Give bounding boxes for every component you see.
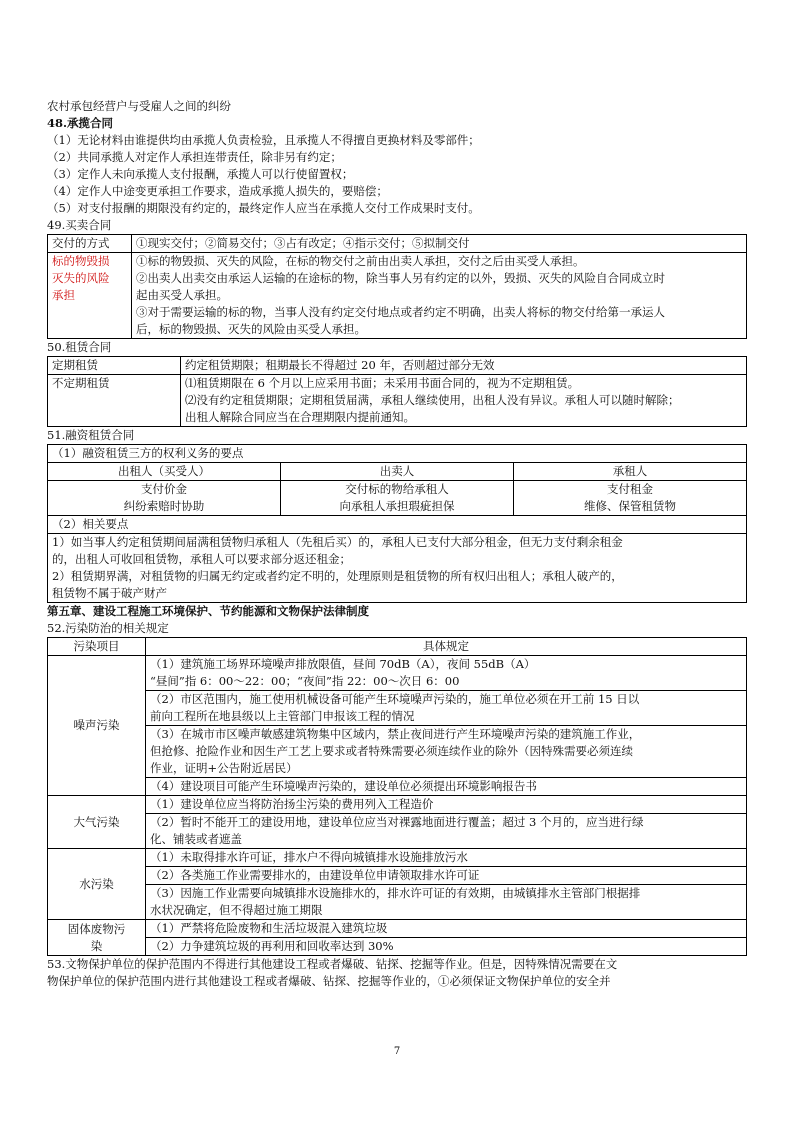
page-number: 7 [393, 1046, 401, 1057]
lease-contract-table [47, 356, 747, 427]
col-head-seller: 出卖人 [281, 463, 514, 481]
water-rule: （3）因施工作业需要向城镇排水设施排水的，排水许可证的有效期，由城镇排水主管部门根据排 水状况确定，但不得超过施工期限 [146, 885, 747, 920]
section-48-title: 48.承揽合同 [47, 116, 114, 130]
finance-lease-table [47, 444, 747, 603]
water-rule: （1）未取得排水许可证，排水户不得向城镇排水设施排放污水 [146, 849, 747, 867]
finance-lease-head2: （2）相关要点 [48, 516, 747, 534]
finance-lease-points: 1）如当事人约定租赁期间届满租赁物归承租人（先租后买）的，承租人已支付大部分租金，但无力支付剩余租金 的，出租人可收回租赁物，承租人可以要求部分返还租金； 2）租赁期界满，对租赁物的归属无约定或者约定不明的，处理原则是租赁物的所有权归出租人；承租人破产的， 租赁物不属于破产财产 [48, 534, 747, 603]
water-rule: （2）各类施工作业需要排水的，由建设单位申请领取排水许可证 [146, 867, 747, 885]
lessor-duties: 支付价金 纠纷索赔时协助 [48, 481, 281, 516]
fixed-lease-label: 定期租赁 [48, 357, 181, 375]
finance-lease-head1: （1）融资租赁三方的权利义务的要点 [48, 445, 747, 463]
solid-waste-rule: （1）严禁将危险废物和生活垃圾混入建筑垃圾 [146, 920, 747, 938]
noise-rule: （4）建设项目可能产生环境噪声污染的，建设单位必须提出环境影响报告书 [146, 778, 747, 796]
pollution-table [47, 637, 747, 956]
lessee-duties: 支付租金 维修、保管租赁物 [514, 481, 747, 516]
risk-rules: ①标的物毁损、灭失的风险，在标的物交付之前由出卖人承担，交付之后由买受人承担。 ②出卖人出卖交由承运人运输的在途标的物，除当事人另有约定的以外，毁损、灭失的风险自合同成立时 起由买受人承担。 ③对于需要运输的标的物，当事人没有约定交付地点或者约定不明确，出卖人将标的物交付给第一承运人 后，标的物毁损、灭失的风险由买受人承担。 [132, 253, 747, 339]
air-rule: （2）暂时不能开工的建设用地，建设单位应当对裸露地面进行覆盖；超过 3 个月的，应当进行绿 化、铺装或者遮盖 [146, 814, 747, 849]
s48-item: （1）无论材料由谁提供均由承揽人负责检验，且承揽人不得擅自更换材料及零部件； [47, 133, 480, 147]
s48-item: （2）共同承揽人对定作人承担连带责任，除非另有约定； [47, 150, 342, 164]
noise-rule: （1）建筑施工场界环境噪声排放限值，昼间 70dB（A），夜间 55dB（A） “昼间”指 6：00～22：00；“夜间”指 22：00～次日 6：00 [146, 656, 747, 691]
section-49-title: 49.买卖合同 [47, 218, 112, 232]
risk-label: 标的物毁损 灭失的风险 承担 [48, 253, 132, 339]
noise-label: 噪声污染 [48, 656, 146, 796]
chapter-5-title: 第五章、建设工程施工环境保护、节约能源和文物保护法律制度 [47, 604, 369, 618]
air-rule: （1）建设单位应当将防治扬尘污染的费用列入工程造价 [146, 796, 747, 814]
section-53-line: 53.文物保护单位的保护范围内不得进行其他建设工程或者爆破、钻探、挖掘等作业。但是，因特殊情况需要在文 [47, 957, 618, 971]
fixed-lease-value: 约定租赁期限；租期最长不得超过 20 年，否则超过部分无效 [181, 357, 747, 375]
indefinite-lease-label: 不定期租赁 [48, 375, 181, 427]
section-52-title: 52.污染防治的相关规定 [47, 621, 169, 635]
section-50-title: 50.租赁合同 [47, 340, 112, 354]
noise-rule: （3）在城市市区噪声敏感建筑物集中区域内，禁止夜间进行产生环境噪声污染的建筑施工作业， 但抢修、抢险作业和因生产工艺上要求或者特殊需要必须连续作业的除外（因特殊需要必须连续 作业，证明+公告附近居民） [146, 726, 747, 778]
sales-contract-table [47, 234, 747, 339]
water-label: 水污染 [48, 849, 146, 920]
col-head-lessee: 承租人 [514, 463, 747, 481]
solid-waste-rule: （2）力争建筑垃圾的再利用和回收率达到 30% [146, 938, 747, 956]
s48-item: （5）对支付报酬的期限没有约定的，最终定作人应当在承揽人交付工作成果时支付。 [47, 201, 480, 215]
col-head-item: 污染项目 [48, 638, 146, 656]
section-51-title: 51.融资租赁合同 [47, 428, 135, 442]
s48-item: （3）定作人未向承揽人支付报酬，承揽人可以行使留置权； [47, 167, 354, 181]
delivery-mode-value: ①现实交付；②简易交付；③占有改定；④指示交付；⑤拟制交付 [132, 235, 747, 253]
intro-line: 农村承包经营户与受雇人之间的纠纷 [47, 99, 231, 113]
indefinite-lease-rules: ⑴租赁期限在 6 个月以上应采用书面；未采用书面合同的，视为不定期租赁。 ⑵没有约定租赁期限；定期租赁届满，承租人继续使用，出租人没有异议。承租人可以随时解除； 出租人解除合同应当在合理期限内提前通知。 [181, 375, 747, 427]
noise-rule: （2）市区范围内，施工使用机械设备可能产生环境噪声污染的，施工单位必须在开工前 15 日以 前向工程所在地县级以上主管部门申报该工程的情况 [146, 691, 747, 726]
delivery-mode-label: 交付的方式 [48, 235, 132, 253]
section-53-line: 物保护单位的保护范围内进行其他建设工程或者爆破、钻探、挖掘等作业的，①必须保证文物保护单位的安全并 [47, 974, 611, 988]
solid-waste-label: 固体废物污 染 [48, 920, 146, 956]
col-head-lessor: 出租人（买受人） [48, 463, 281, 481]
air-label: 大气污染 [48, 796, 146, 849]
col-head-rule: 具体规定 [146, 638, 747, 656]
document-page [47, 98, 747, 990]
s48-item: （4）定作人中途变更承担工作要求，造成承揽人损失的，要赔偿； [47, 184, 388, 198]
seller-duties: 交付标的物给承租人 向承租人承担瑕疵担保 [281, 481, 514, 516]
